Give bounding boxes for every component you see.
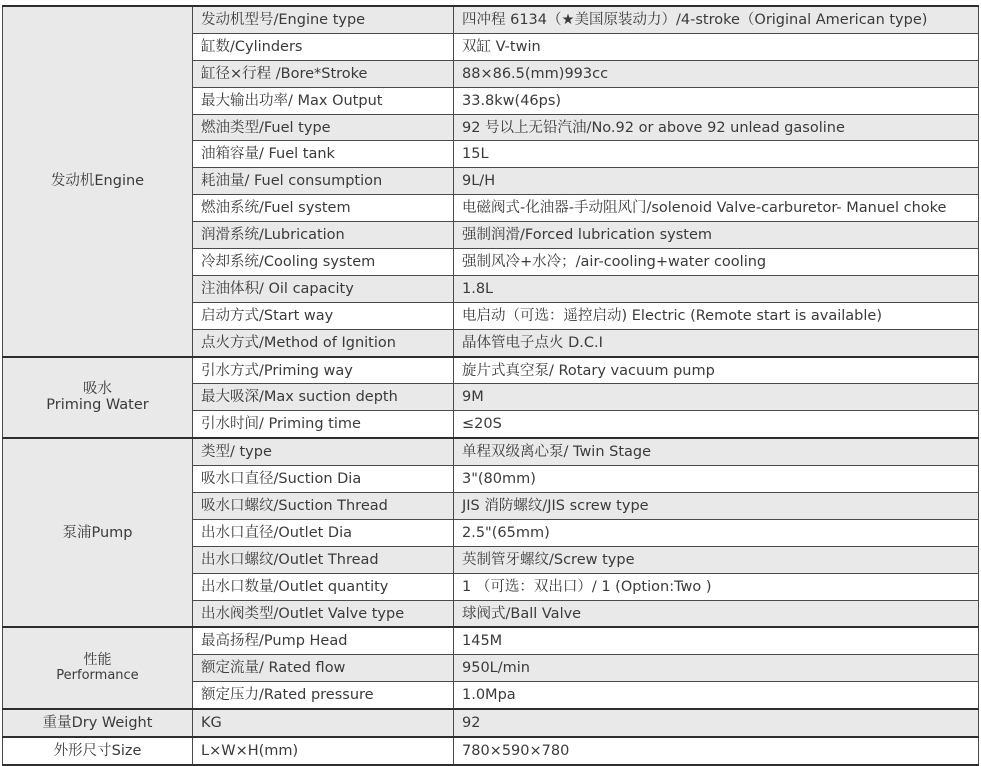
param-ignition: 点火方式/Method of Ignition: [193, 329, 454, 356]
section-engine: 发动机Engine: [3, 6, 193, 357]
table-row: [3, 709, 979, 737]
value-suction-dia: 3"(80mm): [454, 466, 979, 493]
spec-table: [2, 5, 979, 766]
value-priming-way: 旋片式真空泵/ Rotary vacuum pump: [454, 357, 979, 384]
param-lubrication: 润滑系统/Lubrication: [193, 222, 454, 249]
param-outlet-valve-type: 出水阀类型/Outlet Valve type: [193, 600, 454, 627]
param-suction-dia: 吸水口直径/Suction Dia: [193, 466, 454, 493]
value-outlet-valve-type: 球阀式/Ball Valve: [454, 600, 979, 627]
param-suction-thread: 吸水口螺纹/Suction Thread: [193, 493, 454, 520]
param-bore-stroke: 缸径×行程 /Bore*Stroke: [193, 60, 454, 87]
param-fuel-type: 燃油类型/Fuel type: [193, 114, 454, 141]
value-lubrication: 强制润滑/Forced lubrication system: [454, 222, 979, 249]
param-max-output: 最大输出功率/ Max Output: [193, 87, 454, 114]
section-performance-cn: 性能: [83, 652, 112, 669]
section-priming-water-cn: 吸水: [83, 381, 112, 398]
value-rated-flow: 950L/min: [454, 655, 979, 682]
value-bore-stroke: 88×86.5(mm)993cc: [454, 60, 979, 87]
value-cylinders: 双缸 V-twin: [454, 33, 979, 60]
section-priming-water-en: Priming Water: [46, 397, 149, 414]
param-oil-capacity: 注油体积/ Oil capacity: [193, 275, 454, 302]
value-start-way: 电启动（可选：遥控启动) Electric (Remote start is available): [454, 302, 979, 329]
table-row: [3, 737, 979, 765]
value-fuel-tank: 15L: [454, 141, 979, 168]
param-pump-type: 类型/ type: [193, 438, 454, 465]
param-outlet-thread: 出水口螺纹/Outlet Thread: [193, 546, 454, 573]
section-dry-weight: 重量Dry Weight: [3, 709, 193, 737]
value-oil-capacity: 1.8L: [454, 275, 979, 302]
section-performance-en: Performance: [56, 668, 139, 684]
param-fuel-system: 燃油系统/Fuel system: [193, 195, 454, 222]
value-rated-pressure: 1.0Mpa: [454, 682, 979, 709]
value-max-output: 33.8kw(46ps): [454, 87, 979, 114]
section-pump: 泵浦Pump: [3, 438, 193, 627]
value-ignition: 晶体管电子点火 D.C.I: [454, 329, 979, 356]
param-dry-weight-unit: KG: [193, 709, 454, 737]
section-priming-water: [3, 357, 193, 439]
param-fuel-consumption: 耗油量/ Fuel consumption: [193, 168, 454, 195]
section-size: 外形尺寸Size: [3, 737, 193, 765]
value-size: 780×590×780: [454, 737, 979, 765]
table-row: [3, 627, 979, 654]
value-suction-thread: JIS 消防螺纹/JIS screw type: [454, 493, 979, 520]
param-fuel-tank: 油箱容量/ Fuel tank: [193, 141, 454, 168]
section-performance: [3, 627, 193, 709]
param-outlet-dia: 出水口直径/Outlet Dia: [193, 519, 454, 546]
value-priming-time: ≤20S: [454, 411, 979, 438]
table-row: [3, 6, 979, 33]
value-max-suction-depth: 9M: [454, 384, 979, 411]
param-outlet-quantity: 出水口数量/Outlet quantity: [193, 573, 454, 600]
value-outlet-dia: 2.5"(65mm): [454, 519, 979, 546]
value-outlet-quantity: 1 （可选：双出口）/ 1 (Option:Two ): [454, 573, 979, 600]
value-fuel-system: 电磁阀式-化油器-手动阻风门/solenoid Valve-carburetor- Manuel choke: [454, 195, 979, 222]
param-engine-type: 发动机型号/Engine type: [193, 6, 454, 33]
param-rated-flow: 额定流量/ Rated flow: [193, 655, 454, 682]
value-dry-weight: 92: [454, 709, 979, 737]
param-max-suction-depth: 最大吸深/Max suction depth: [193, 384, 454, 411]
table-row: [3, 438, 979, 465]
value-fuel-type: 92 号以上无铅汽油/No.92 or above 92 unlead gasoline: [454, 114, 979, 141]
value-outlet-thread: 英制管牙螺纹/Screw type: [454, 546, 979, 573]
value-pump-type: 单程双级离心泵/ Twin Stage: [454, 438, 979, 465]
value-fuel-consumption: 9L/H: [454, 168, 979, 195]
value-cooling-system: 强制风冷+水冷；/air-cooling+water cooling: [454, 249, 979, 276]
param-rated-pressure: 额定压力/Rated pressure: [193, 682, 454, 709]
value-pump-head: 145M: [454, 627, 979, 654]
table-row: [3, 357, 979, 384]
value-engine-type: 四冲程 6134（★美国原装动力）/4-stroke（Original American type): [454, 6, 979, 33]
param-priming-time: 引水时间/ Priming time: [193, 411, 454, 438]
param-cooling-system: 冷却系统/Cooling system: [193, 249, 454, 276]
param-start-way: 启动方式/Start way: [193, 302, 454, 329]
param-priming-way: 引水方式/Priming way: [193, 357, 454, 384]
param-cylinders: 缸数/Cylinders: [193, 33, 454, 60]
param-pump-head: 最高扬程/Pump Head: [193, 627, 454, 654]
param-size-unit: L×W×H(mm): [193, 737, 454, 765]
